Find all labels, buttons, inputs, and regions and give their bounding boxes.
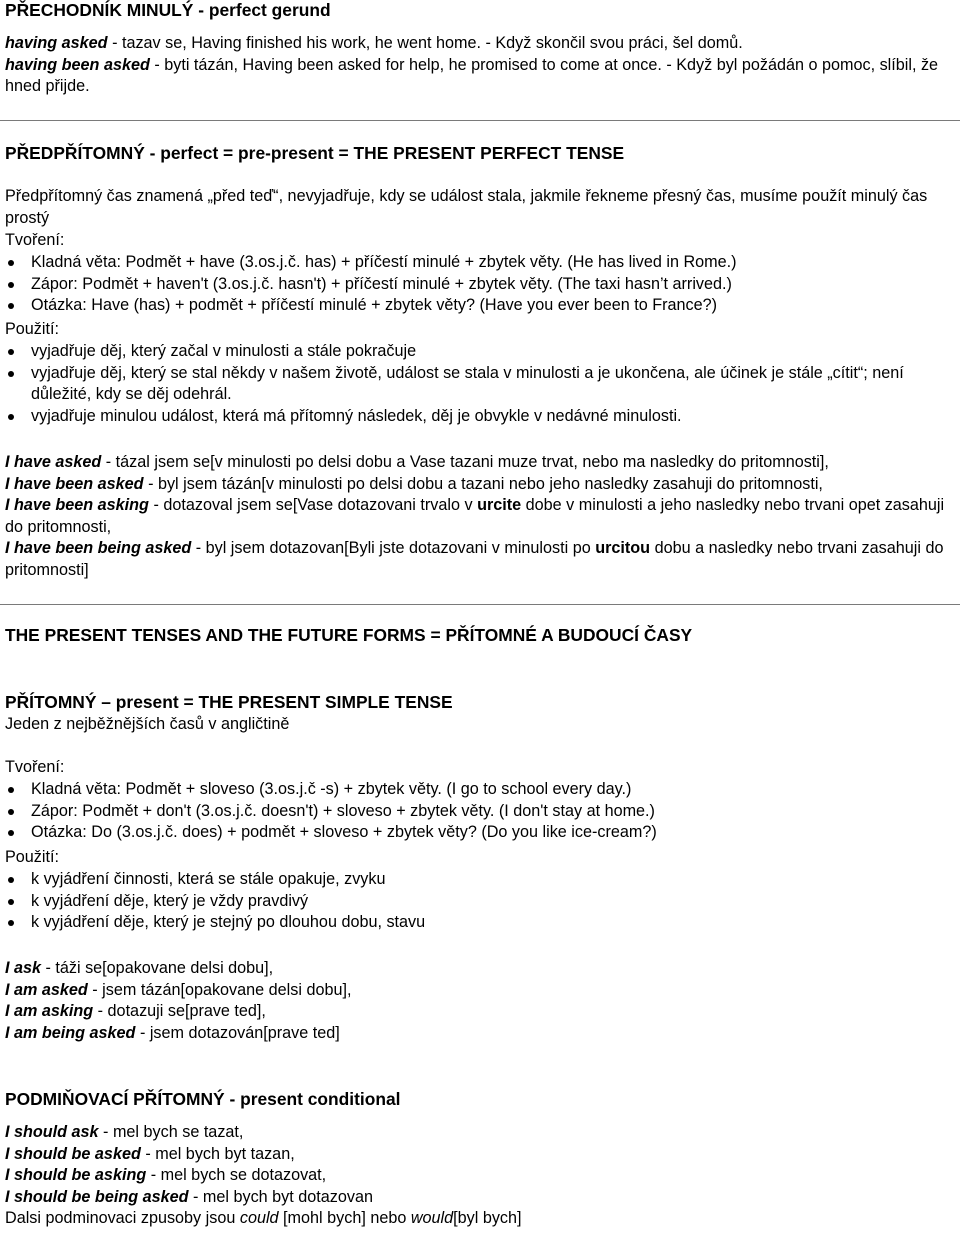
paragraph-perfect-gerund xyxy=(5,33,954,98)
term: having asked xyxy=(5,34,108,52)
list-item: Zápor: Podmět + don't (3.os.j.č. doesn't) + sloveso + zbytek věty. (I don't stay at home.) xyxy=(5,801,954,823)
term: I should be asked xyxy=(5,1144,141,1163)
definition: - tazav se, Having finished his work, he went home. - Když skončil svou práci, šel domů. xyxy=(107,34,743,52)
term: having been asked xyxy=(5,55,150,74)
definition: - byti tázán, Having been asked for help, he promised to come at once. - Když byl požádán o pomoc, slíbil, že hned přijde. xyxy=(5,55,939,95)
term: I should be asking xyxy=(5,1166,147,1184)
section-title-perfect-gerund: PŘECHODNÍK MINULÝ - perfect gerund xyxy=(5,0,331,20)
list-item: Otázka: Have (has) + podmět + příčestí minulé + zbytek věty? (Have you ever been to France?) xyxy=(5,295,954,317)
definition: - mel bych byt tazan, xyxy=(140,1144,295,1163)
list-item: Kladná věta: Podmět + sloveso (3.os.j.č -s) + zbytek věty. (I go to school every day.) xyxy=(5,779,954,801)
section-title-present-conditional: PODMIŇOVACÍ PŘÍTOMNÝ - present conditional xyxy=(5,1089,401,1109)
emphasis: urcitou xyxy=(595,539,651,557)
list-item: Otázka: Do (3.os.j.č. does) + podmět + sloveso + zbytek věty? (Do you like ice-cream?) xyxy=(5,822,954,844)
definition: - tázal jsem se[v minulosti po delsi dobu a Vase tazani muze trvat, nebo ma nasledky do pritomnosti], xyxy=(101,453,829,471)
list-item: Zápor: Podmět + haven't (3.os.j.č. hasn't) + příčestí minulé + zbytek věty. (The taxi hasn’t arrived.) xyxy=(5,274,954,296)
label-pouziti: Použití: xyxy=(5,320,59,338)
label-tvoreni: Tvoření: xyxy=(5,758,65,776)
list-tvoreni xyxy=(5,252,954,317)
term: I am asked xyxy=(5,980,88,999)
definition: - táži se[opakovane delsi dobu], xyxy=(41,959,274,977)
list-item: Kladná věta: Podmět + have (3.os.j.č. has) + příčestí minulé + zbytek věty. (He has lived in Rome.) xyxy=(5,252,954,274)
definition: - dotazoval jsem se[Vase dotazovani trvalo v xyxy=(148,496,478,514)
intro-present-perfect: Předpřítomný čas znamená „před teď“, nevyjadřuje, kdy se událost stala, jakmile řekneme přesný čas, musíme použít minulý čas prostý xyxy=(5,187,928,227)
term: I am being asked xyxy=(5,1023,136,1042)
term: I should ask xyxy=(5,1123,99,1141)
intro-present-simple: Jeden z nejběžnějších časů v angličtině xyxy=(5,715,290,733)
list-item: k vyjádření děje, který je vždy pravdivý xyxy=(5,891,954,913)
list-pouziti xyxy=(5,869,954,934)
section-title-present-perfect: PŘEDPŘÍTOMNÝ - perfect = pre-present = THE PRESENT PERFECT TENSE xyxy=(5,143,625,163)
note-text: [byl bych] xyxy=(453,1209,522,1227)
definition: - mel bych se tazat, xyxy=(98,1123,244,1141)
term: I am asking xyxy=(5,1002,94,1020)
definition: - mel bych byt dotazovan xyxy=(188,1187,373,1206)
definition: - byl jsem tázán[v minulosti po delsi dobu a tazani nebo jeho nasledky zasahuji do pritomnosti, xyxy=(143,474,823,493)
term: I have been being asked xyxy=(5,539,192,557)
divider xyxy=(0,604,960,605)
term: I have asked xyxy=(5,453,102,471)
list-item: vyjadřuje děj, který se stal někdy v našem životě, událost se stala v minulosti a je ukončena, ale účinek je stále „cítit“; není důležité, kdy se děj odehrál. xyxy=(5,363,954,406)
label-pouziti: Použití: xyxy=(5,848,59,866)
term: I should be being asked xyxy=(5,1187,189,1206)
definition: - mel bych se dotazovat, xyxy=(146,1166,327,1184)
term: I ask xyxy=(5,959,42,977)
emphasis: urcite xyxy=(477,496,522,514)
note-text: Dalsi podminovaci zpusoby jsou xyxy=(5,1209,240,1227)
divider xyxy=(0,120,960,121)
list-item: k vyjádření činnosti, která se stále opakuje, zvyku xyxy=(5,869,954,891)
label-tvoreni: Tvoření: xyxy=(5,231,65,249)
list-item: k vyjádření děje, který je stejný po dlouhou dobu, stavu xyxy=(5,912,954,934)
term: I have been asking xyxy=(5,496,149,514)
list-item: vyjadřuje děj, který začal v minulosti a stále pokračuje xyxy=(5,341,954,363)
note-text: [mohl bych] nebo xyxy=(278,1209,411,1227)
examples-present-simple xyxy=(5,958,954,1044)
section-title-present-tenses: THE PRESENT TENSES AND THE FUTURE FORMS = PŘÍTOMNÉ A BUDOUCÍ ČASY xyxy=(5,625,693,645)
term: I have been asked xyxy=(5,474,144,493)
emphasis: could xyxy=(239,1209,279,1227)
definition: dobu a nasledky nebo trvani zasahuji do pritomnosti] xyxy=(5,539,944,579)
examples-present-perfect xyxy=(5,452,954,581)
subsection-title-present-simple: PŘÍTOMNÝ – present = THE PRESENT SIMPLE TENSE xyxy=(5,692,453,712)
list-item: vyjadřuje minulou událost, která má přítomný následek, děj je obvykle v nedávné minulosti. xyxy=(5,406,954,428)
list-tvoreni xyxy=(5,779,954,844)
definition: - jsem dotazován[prave ted] xyxy=(135,1023,340,1042)
definition: - dotazuji se[prave ted], xyxy=(93,1002,266,1020)
examples-present-conditional xyxy=(5,1122,954,1230)
definition: - byl jsem dotazovan[Byli jste dotazovani v minulosti po xyxy=(191,539,596,557)
definition: dobe v minulosti a jeho nasledky nebo trvani opet zasahuji do pritomnosti, xyxy=(5,496,945,536)
definition: - jsem tázán[opakovane delsi dobu], xyxy=(87,980,352,999)
list-pouziti xyxy=(5,341,954,427)
emphasis: would xyxy=(410,1209,454,1227)
